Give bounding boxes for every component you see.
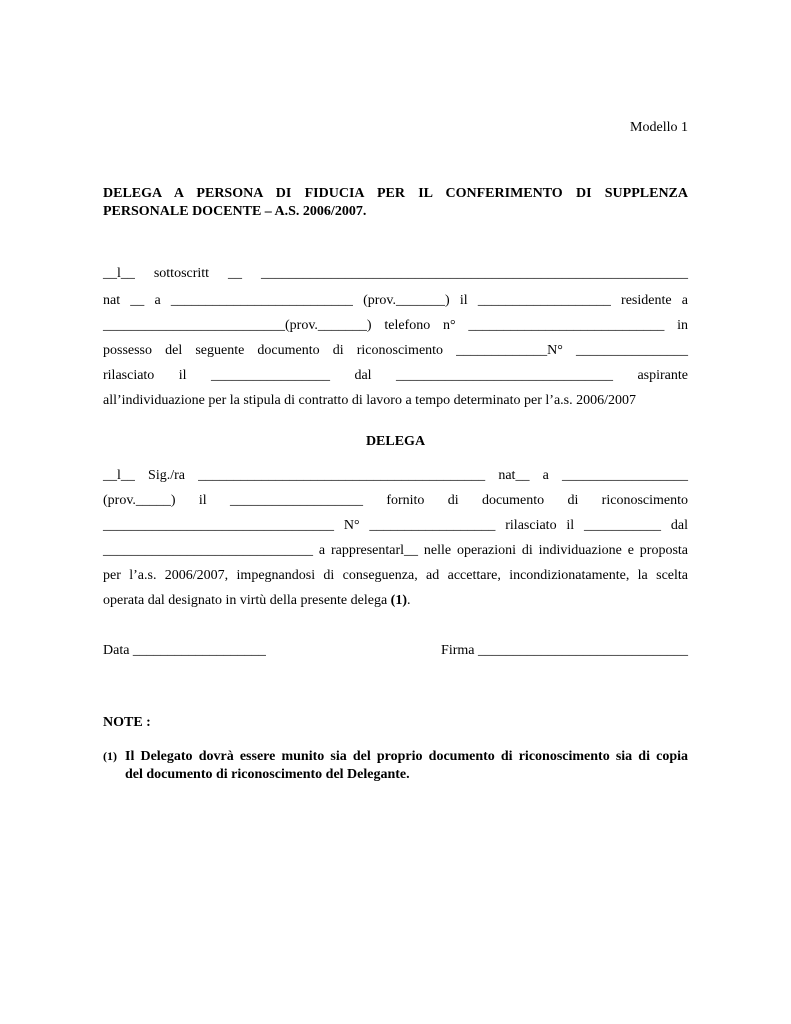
note-line-1: Il Delegato dovrà essere munito sia del proprio documento di riconoscimento sia di copia bbox=[125, 749, 688, 764]
signature-field-label: Firma ______________________________ bbox=[441, 643, 688, 658]
signature-row bbox=[103, 641, 688, 661]
province-phone-row: __________________________(prov._______) telefono n° ____________________________ in bbox=[103, 318, 688, 333]
model-label: Modello 1 bbox=[630, 120, 688, 135]
id-document-row: possesso del seguente documento di riconoscimento _____________N° ________________ bbox=[103, 343, 688, 358]
document-page bbox=[103, 0, 688, 1024]
note-line-2: del documento di riconoscimento del Delegante. bbox=[125, 767, 410, 782]
title-line-2: PERSONALE DOCENTE – A.S. 2006/2007. bbox=[103, 204, 367, 219]
note-text bbox=[125, 748, 688, 784]
designated-row bbox=[103, 591, 688, 611]
delega-heading: DELEGA bbox=[365, 434, 426, 449]
date-field-label: Data ___________________ bbox=[103, 643, 266, 658]
title-line-1: DELEGA A PERSONA DI FIDUCIA PER IL CONFERIMENTO DI SUPPLENZA bbox=[103, 186, 688, 201]
designated-end: . bbox=[407, 593, 411, 608]
delegate-name-row: __l__ Sig./ra _________________________________________ nat__ a __________________ bbox=[103, 468, 688, 483]
accept-row: per l’a.s. 2006/2007, impegnandosi di conseguenza, ad accettare, incondizionatamente, la scelta bbox=[103, 568, 688, 583]
note-number: (1) bbox=[103, 749, 117, 763]
delegate-province-row: (prov._____) il ___________________ fornito di documento di riconoscimento bbox=[103, 493, 688, 508]
footnote-ref: (1) bbox=[390, 593, 407, 608]
document-title bbox=[103, 185, 688, 221]
issued-by-row: rilasciato il _________________ dal _______________________________ aspirante bbox=[103, 368, 688, 383]
declarant-name-row: __l__ sottoscritt __ _____________________________________________________________ bbox=[103, 266, 688, 281]
birth-residence-row: nat __ a __________________________ (prov._______) il ___________________ residente a bbox=[103, 293, 688, 308]
notes-heading: NOTE : bbox=[103, 715, 151, 730]
represent-row: ______________________________ a rappresentarl__ nelle operazioni di individuazione e proposta bbox=[103, 543, 688, 558]
delegate-document-row: _________________________________ N° __________________ rilasciato il ___________ dal bbox=[103, 518, 688, 533]
purpose-row: all’individuazione per la stipula di contratto di lavoro a tempo determinato per l’a.s. 2006/2007 bbox=[103, 393, 637, 408]
designated-text: operata dal designato in virtù della presente delega bbox=[103, 593, 388, 608]
